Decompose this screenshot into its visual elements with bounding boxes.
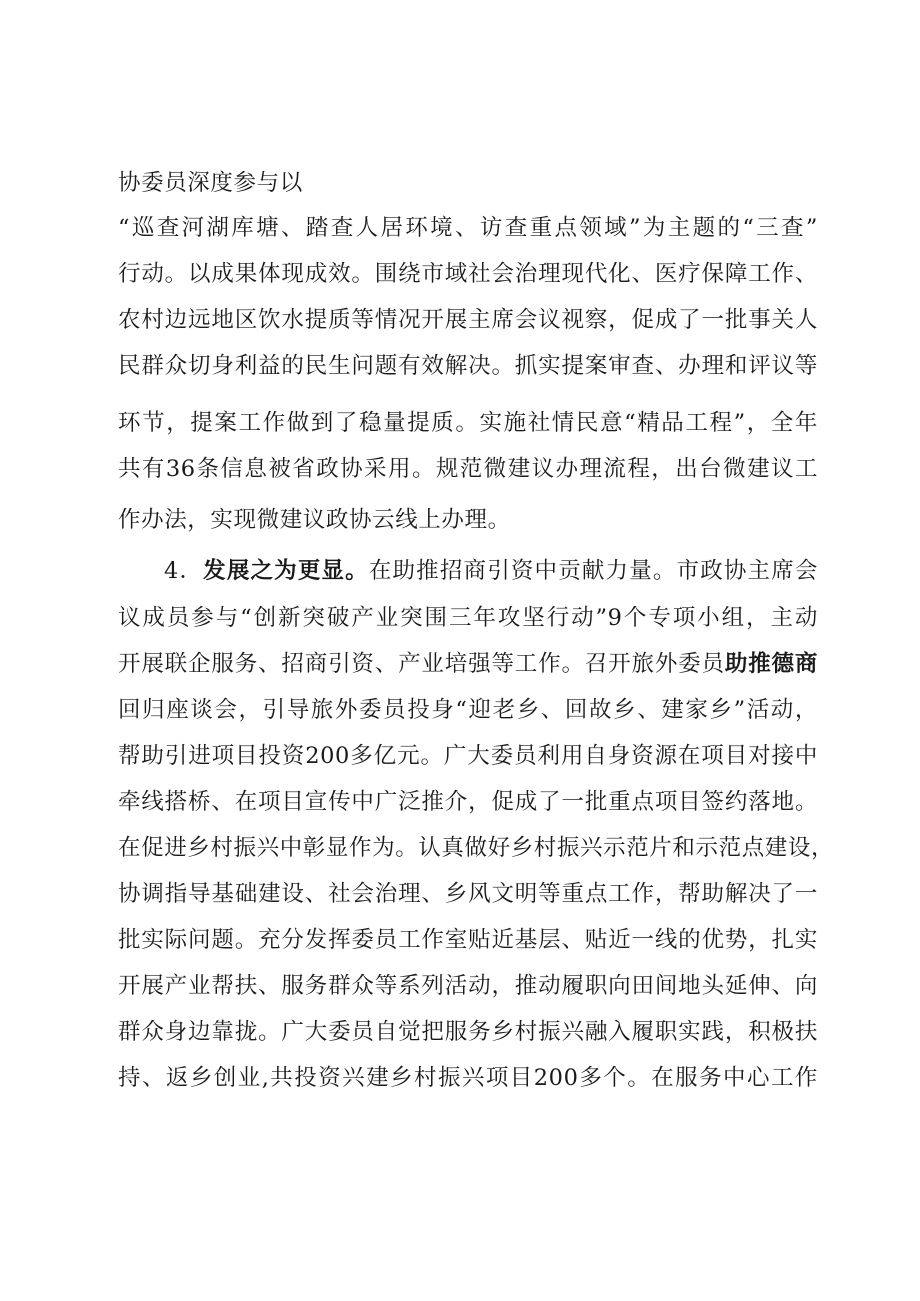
paragraph-line-7: 共有36条信息被省政协采用。规范微建议办理流程，出台微建议工 [118,456,818,482]
paragraph-line-19: 群众身边靠拢。广大委员自觉把服务乡村振兴融入履职实践，积极扶 [118,1019,818,1045]
paragraph-line-12: 回归座谈会，引导旅外委员投身“迎老乡、回故乡、建家乡”活动， [118,697,818,723]
section-number: 4． [164,558,204,584]
section-heading-line [164,556,818,586]
paragraph-line-14: 牵线搭桥、在项目宣传中广泛推介，促成了一批重点项目签约落地。 [118,789,818,815]
paragraph-line-15: 在促进乡村振兴中彰显作为。认真做好乡村振兴示范片和示范点建设， [118,835,835,861]
line-text: 开展联企服务、招商引资、产业培强等工作。召开旅外委员 [118,651,725,677]
paragraph-line-1: 协委员深度参与以 [118,170,303,196]
paragraph-line-20: 持、返乡创业,共投资兴建乡村振兴项目200多个。在服务中心工作 [118,1065,818,1091]
paragraph-line-5: 民群众切身利益的民生问题有效解决。抓实提案审查、办理和评议等 [118,353,818,379]
section-heading-text: 在助推招商引资中贡献力量。市政协主席会 [368,558,818,584]
paragraph-line-16: 协调指导基础建设、社会治理、乡风文明等重点工作，帮助解决了一 [118,881,818,907]
paragraph-line-17: 批实际问题。充分发挥委员工作室贴近基层、贴近一线的优势，扎实 [118,927,818,953]
paragraph-line-11 [118,649,818,679]
paragraph-line-6: 环节，提案工作做到了稳量提质。实施社情民意“精品工程”，全年 [118,410,818,436]
paragraph-line-10: 议成员参与“创新突破产业突围三年攻坚行动”9个专项小组，主动 [118,605,818,631]
paragraph-line-13: 帮助引进项目投资200多亿元。广大委员利用自身资源在项目对接中 [118,743,818,769]
paragraph-line-8: 作办法，实现微建议政协云线上办理。 [118,507,511,533]
section-heading: 发展之为更显。 [203,558,369,584]
paragraph-line-4: 农村边远地区饮水提质等情况开展主席会议视察，促成了一批事关人 [118,307,818,333]
paragraph-line-18: 开展产业帮扶、服务群众等系列活动，推动履职向田间地头延伸、向 [118,973,818,999]
bold-phrase: 助推德商 [724,651,818,677]
paragraph-line-3: 行动。以成果体现成效。围绕市域社会治理现代化、医疗保障工作、 [118,261,818,287]
paragraph-line-2: “巡查河湖库塘、踏查人居环境、访查重点领域”为主题的“三查” [118,215,818,241]
